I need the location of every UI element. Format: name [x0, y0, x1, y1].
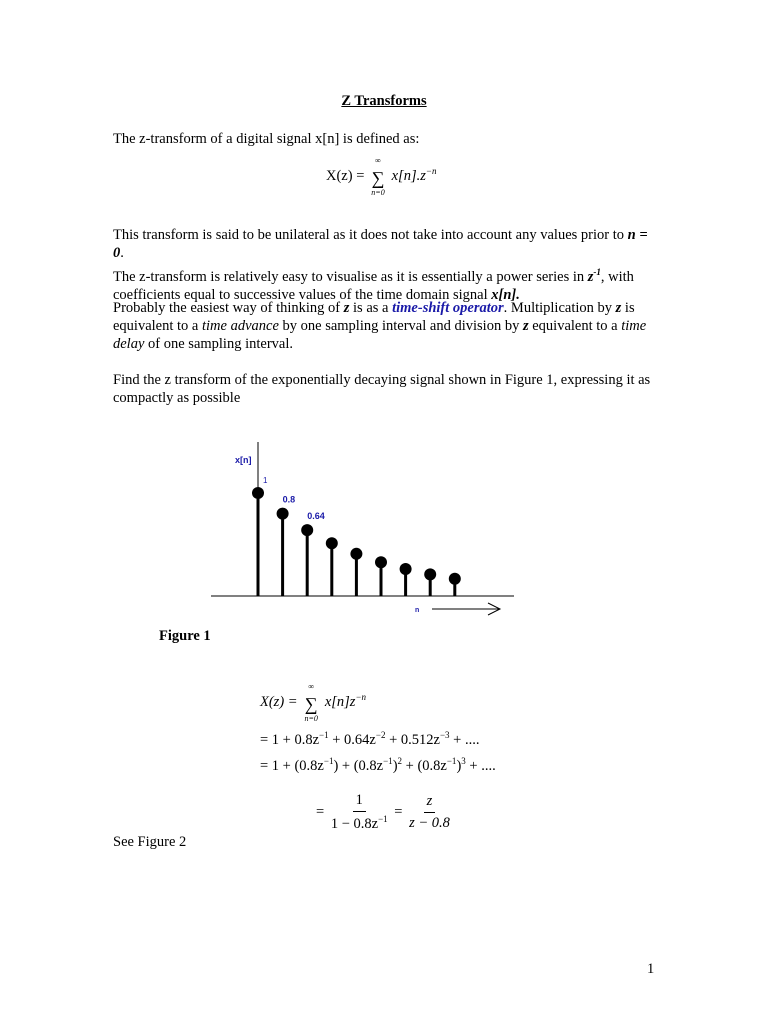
x-axis-label: n: [415, 607, 420, 614]
stem-marker: [326, 537, 338, 549]
stem-marker: [375, 556, 387, 568]
fraction-1-den-text: 1 − 0.8z: [330, 816, 379, 832]
line2-b: + 0.64z: [328, 732, 376, 748]
line3-pow3: 3: [461, 756, 466, 766]
line2-exp1: −1: [319, 730, 329, 740]
fraction-1-denominator: [328, 812, 391, 833]
stem-marker: [301, 524, 313, 536]
line3-a: = 1 + (0.8z: [260, 758, 324, 774]
fraction-1: [328, 792, 391, 833]
z-variable: z: [587, 268, 594, 285]
line3-exp3: −1: [446, 756, 457, 766]
z-variable: z: [343, 300, 350, 316]
stem-marker: [400, 563, 412, 575]
fraction-1-numerator: 1: [353, 792, 366, 812]
solution-upper-limit: ∞: [308, 682, 315, 691]
line2-c: + 0.512z: [385, 732, 440, 748]
stem-marker: [252, 487, 264, 499]
stem-marker: [424, 568, 436, 580]
solution-final: [316, 792, 453, 833]
p3-text-g: of one sampling interval.: [148, 336, 293, 352]
p3-text-d: is equivalent to a: [113, 300, 635, 334]
p3-text-e: by one sampling interval and division by: [282, 318, 520, 334]
solution-term: x[n]z: [324, 694, 356, 710]
time-shift-operator-term: time-shift operator: [392, 300, 504, 316]
stems-group: [252, 476, 461, 596]
stem-value-label: 1: [263, 476, 268, 485]
line3-exp1: −1: [323, 756, 334, 766]
definition-term: x[n].z: [391, 168, 426, 184]
time-advance-term: time advance: [201, 318, 279, 334]
solution-line-1: [260, 682, 367, 723]
equals-sign: =: [316, 803, 325, 820]
z-variable: z: [615, 300, 622, 316]
solution-lhs: X(z) =: [260, 694, 298, 710]
stem-value-label: 0.64: [307, 511, 325, 522]
intro-text: The z-transform of a digital signal x[n] is defined as:: [113, 131, 420, 147]
fraction-1-den-exp: −1: [378, 814, 388, 824]
figure-caption: Figure 1: [159, 628, 211, 644]
p2-text-a: The z-transform is relatively easy to visualise as it is essentially a power series in: [113, 268, 585, 285]
paragraph-unilateral-text: This transform is said to be unilateral as it does not take into account any values prior to: [113, 227, 624, 243]
line3-d: + (0.8z: [402, 758, 447, 774]
line3-c: ): [392, 758, 398, 774]
p2-text-b: , with coefficients equal to successive values of the time domain signal: [113, 268, 634, 303]
solution-exponent: −n: [355, 692, 367, 702]
line3-e: ): [456, 758, 462, 774]
page-number: 1: [647, 961, 655, 977]
definition-exponent: −n: [425, 166, 437, 176]
line3-b: ) + (0.8z: [333, 758, 384, 774]
solution-lower-limit: n=0: [304, 714, 318, 723]
solution-line-2: [260, 730, 479, 749]
p1-end: .: [120, 245, 124, 261]
p3-text-c: . Multiplication by: [503, 300, 613, 316]
line3-pow2: 2: [397, 756, 403, 766]
question-text: Find the z transform of the exponentially decaying signal shown in Figure 1, expressing it as compactly as possible: [113, 372, 651, 406]
fraction-2: [406, 793, 453, 832]
line2-a: = 1 + 0.8z: [260, 732, 320, 748]
stem-marker: [277, 508, 289, 520]
sigma-symbol: ∑: [304, 694, 318, 714]
fraction-2-numerator: z: [424, 793, 436, 813]
fraction-2-denominator: z − 0.8: [409, 815, 450, 831]
line3-f: + ....: [465, 758, 496, 774]
page-title: Z Transforms: [341, 93, 427, 109]
p3-text-a: Probably the easiest way of thinking of: [113, 300, 341, 316]
stem-marker: [449, 573, 461, 585]
time-delay-term: time delay: [113, 318, 647, 352]
p3-text-f: equivalent to a: [532, 318, 618, 334]
see-figure-2: See Figure 2: [113, 834, 187, 850]
definition-upper-limit: ∞: [375, 156, 381, 165]
signal-name: x[n].: [491, 286, 520, 303]
z-exponent: -1: [593, 267, 601, 277]
solution-line-3: [260, 756, 496, 775]
z-variable: z: [522, 318, 529, 334]
p3-text-b: is as a: [353, 300, 389, 316]
sigma-symbol: ∑: [371, 168, 385, 188]
line2-exp3: −3: [439, 730, 450, 740]
y-axis-label: x[n]: [235, 455, 252, 465]
equals-sign: =: [394, 803, 403, 820]
stem-value-label: 0.8: [282, 494, 296, 505]
n-equals-zero: n = 0: [113, 227, 648, 261]
stem-marker: [350, 548, 362, 560]
line2-d: + ....: [449, 732, 480, 748]
line3-exp2: −1: [383, 756, 393, 766]
definition-lhs: X(z) =: [326, 168, 365, 184]
definition-lower-limit: n=0: [371, 188, 385, 197]
line2-exp2: −2: [375, 730, 386, 740]
